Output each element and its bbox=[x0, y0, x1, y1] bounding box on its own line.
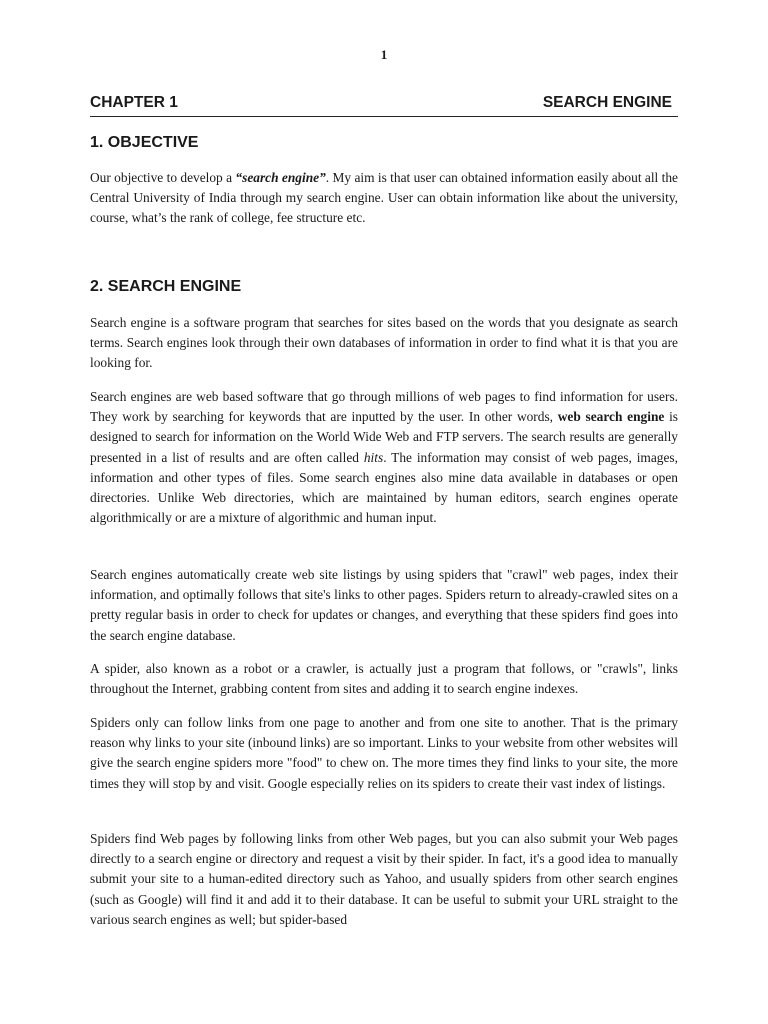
p2-text-a: Search engines are web based software that go through millions of web pages to find information for users. They work by searching for keywords that are inputted by the user. In other words, bbox=[90, 389, 678, 425]
p2-italic-term: hits bbox=[363, 449, 384, 465]
objective-text-end: . My aim is that user can obtained information easily about all the Central University of India through my search engine. User can obtain information like about the university, course, what’s the rank of college, fee structure etc. bbox=[90, 170, 678, 226]
search-engine-paragraph-4: A spider, also known as a robot or a crawler, is actually just a program that follows, or "crawls", links throughout the Internet, grabbing content from sites and adding it to search engine indexes. bbox=[90, 661, 678, 697]
section-heading-objective: 1. OBJECTIVE bbox=[90, 134, 199, 151]
search-engine-paragraph-5: Spiders only can follow links from one page to another and from one site to another. That is the primary reason why links to your site (inbound links) are so important. Links to your website from other websites will give the search engine spiders more "food" to chew on. The more times they find links to your site, the more times they will stop by and visit. Google especially relies on its spiders to create their vast index of listings. bbox=[90, 715, 678, 791]
section-heading-search-engine: 2. SEARCH ENGINE bbox=[90, 278, 242, 295]
objective-text-start: Our objective to develop a bbox=[90, 170, 236, 185]
chapter-title: SEARCH ENGINE bbox=[542, 94, 672, 111]
p2-bold-term: web search engine bbox=[557, 409, 665, 425]
p2-text-b: is designed to search for information on the World Wide Web and FTP servers. The search results are generally presented in a list of results and are often called bbox=[90, 409, 678, 465]
chapter-header bbox=[90, 94, 678, 117]
objective-emphasis: “search engine” bbox=[235, 170, 326, 185]
search-engine-paragraph-2 bbox=[90, 387, 678, 528]
search-engine-paragraph-1: Search engine is a software program that searches for sites based on the words that you designate as search terms. Search engines look through their own databases of information in order to find what it is that you are looking for. bbox=[90, 315, 678, 371]
chapter-label: CHAPTER 1 bbox=[90, 94, 178, 111]
search-engine-paragraph-6: Spiders find Web pages by following links from other Web pages, but you can also submit your Web pages directly to a search engine or directory and request a visit by their spider. In fact, it's a good idea to manually submit your site to a human-edited directory such as Yahoo, and usually spiders from other search engines (such as Google) will find it and add it to their database. It can be useful to submit your URL straight to the various search engines as well; but spider-based bbox=[90, 831, 678, 927]
page-number: 1 bbox=[380, 47, 388, 62]
p2-text-c: . The information may consist of web pages, images, information and other types of files. Some search engines also mine data available in databases or open directories. Unlike Web directories, which are maintained by human editors, search engines operate algorithmically or are a mixture of algorithmic and human input. bbox=[90, 449, 678, 526]
objective-paragraph bbox=[90, 168, 678, 229]
search-engine-paragraph-3: Search engines automatically create web site listings by using spiders that "crawl" web pages, index their information, and optimally follows that site's links to other pages. Spiders return to already-crawled sites on a pretty regular basis in order to check for updates or changes, and everything that these spiders find goes into the search engine database. bbox=[90, 567, 678, 643]
